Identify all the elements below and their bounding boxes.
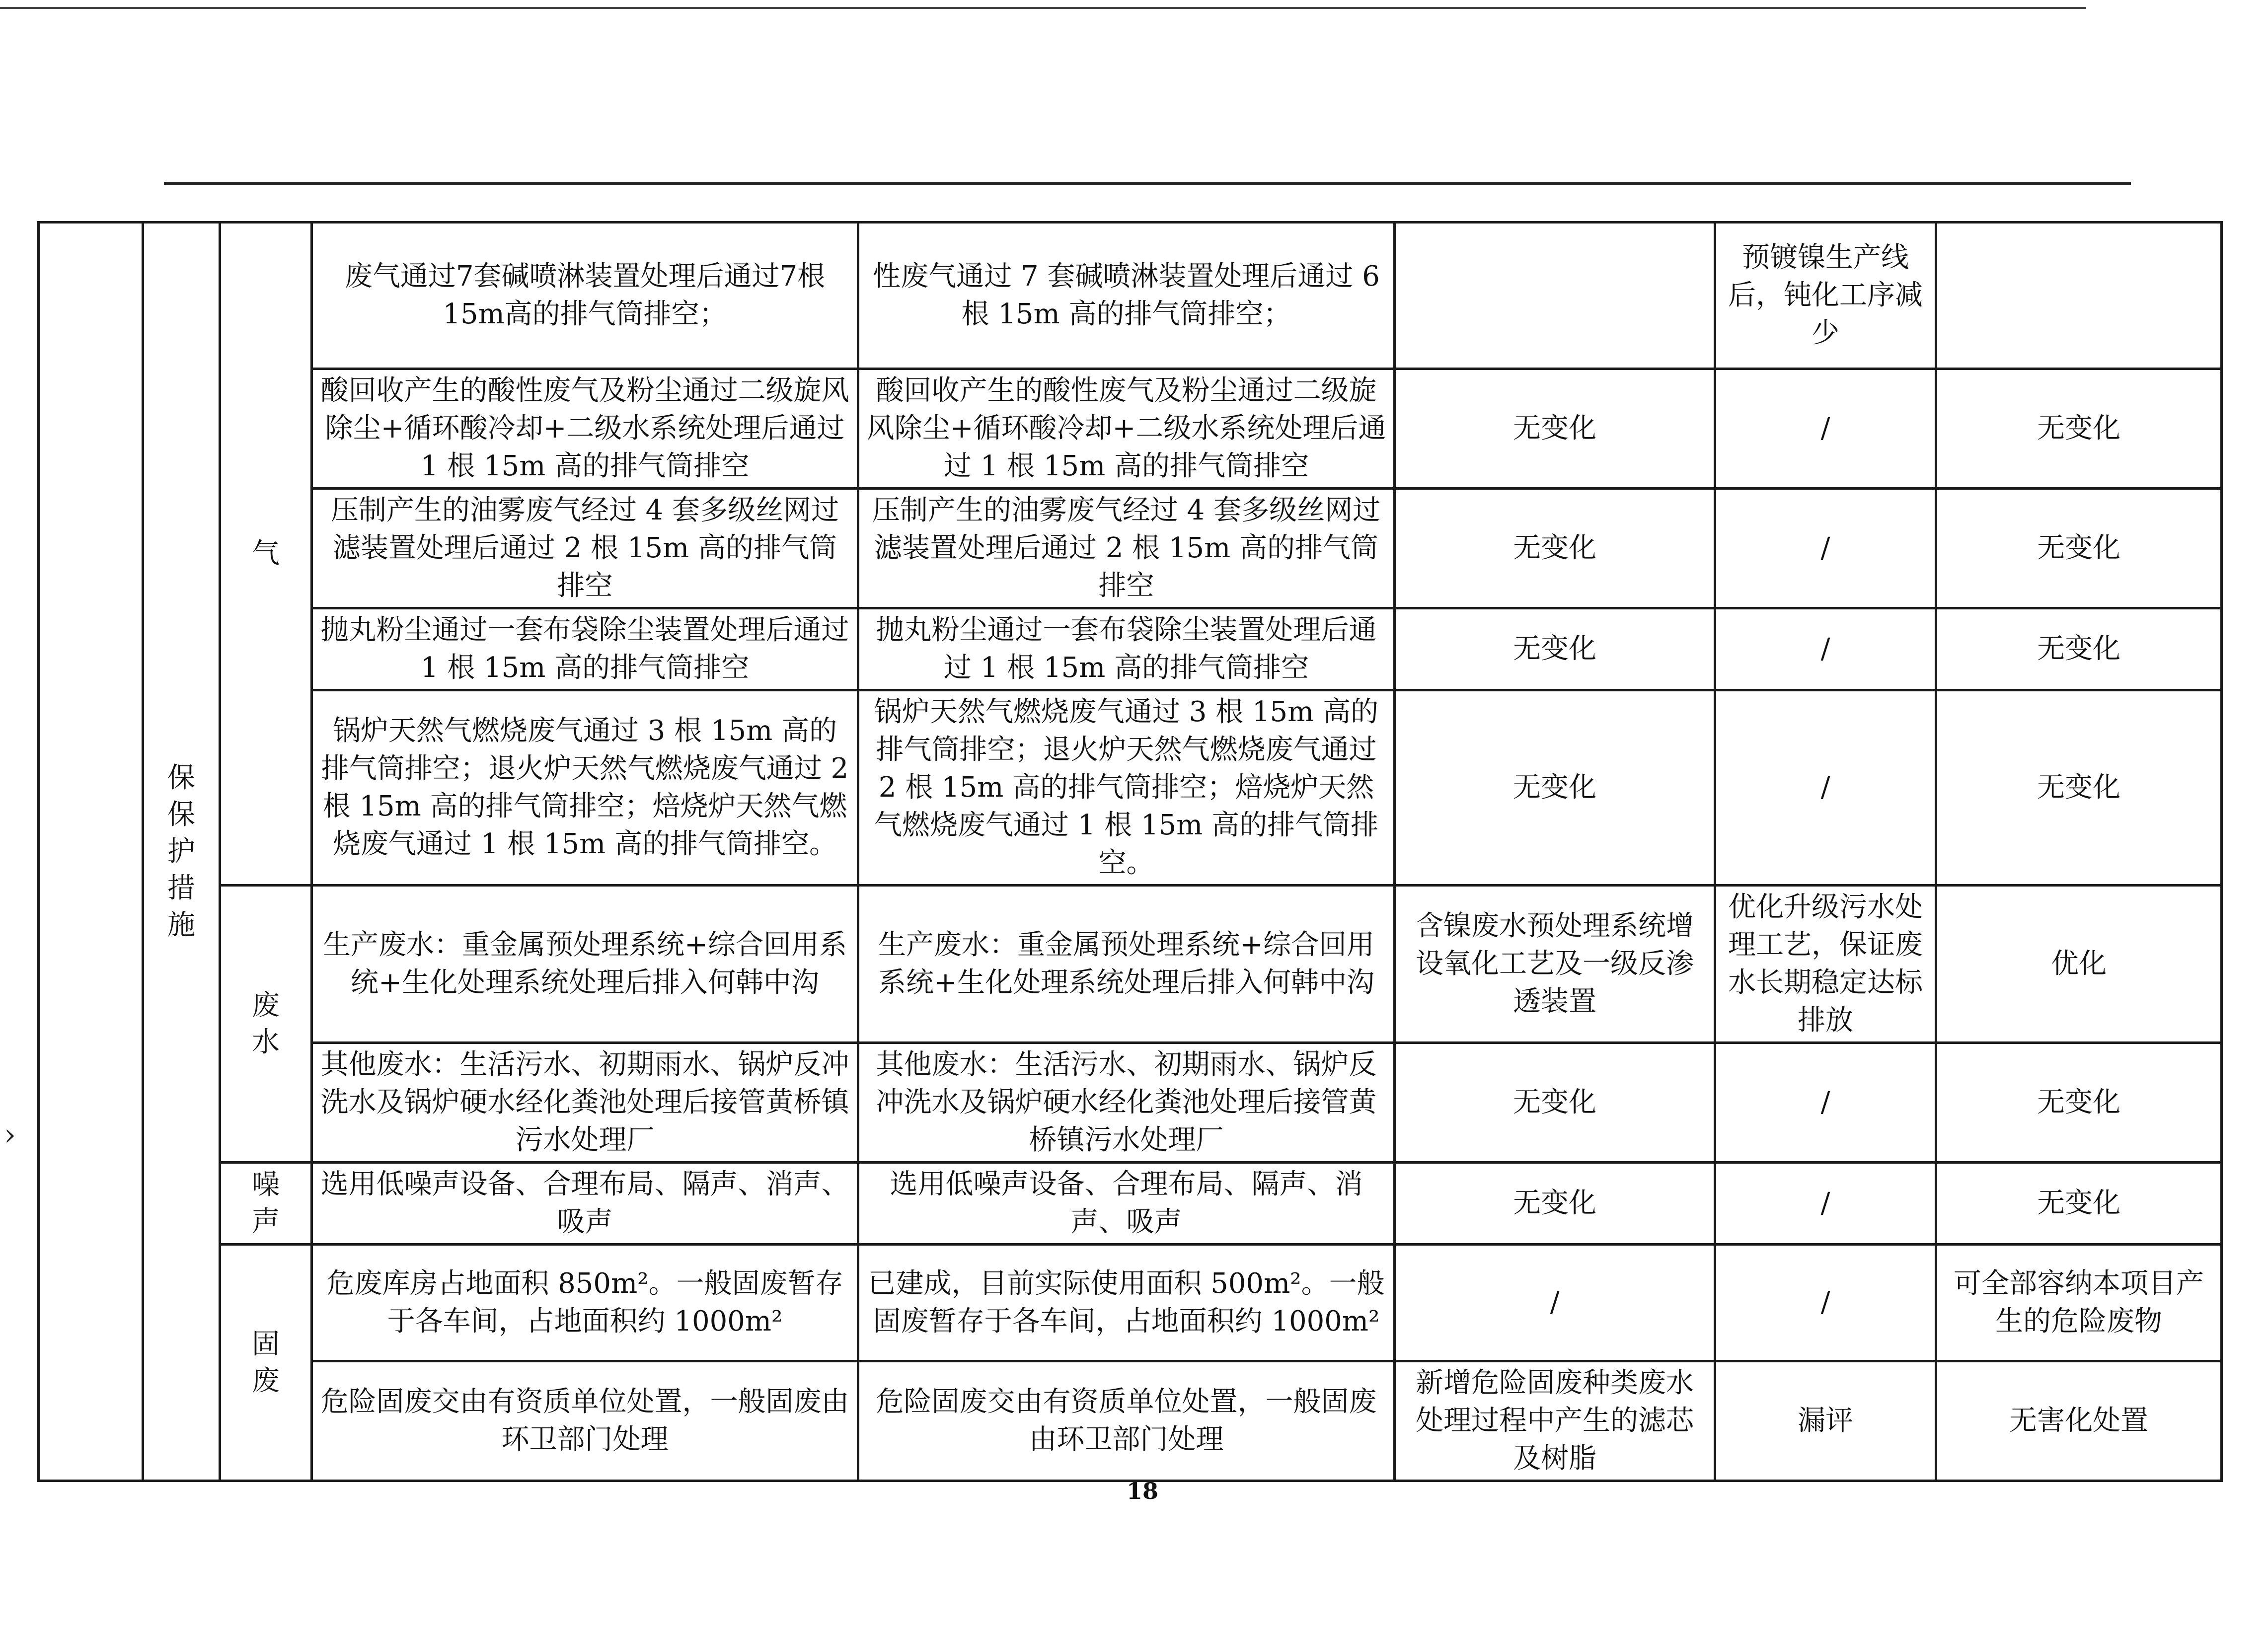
section-label: 保护措施 bbox=[167, 798, 195, 941]
cell-effect: 无变化 bbox=[1936, 1043, 2222, 1163]
table-row bbox=[39, 1245, 2222, 1361]
table-row bbox=[39, 886, 2222, 1043]
cell-reason: / bbox=[1715, 1043, 1936, 1163]
cell-reason: / bbox=[1715, 489, 1936, 608]
cell-change: 无变化 bbox=[1395, 369, 1715, 489]
cell-effect bbox=[1936, 223, 2222, 369]
table-row bbox=[39, 489, 2222, 608]
table-row bbox=[39, 690, 2222, 886]
cell-reason: / bbox=[1715, 608, 1936, 690]
cell-reason: 优化升级污水处理工艺，保证废水长期稳定达标排放 bbox=[1715, 886, 1936, 1043]
cell-change: 无变化 bbox=[1395, 608, 1715, 690]
cell-effect: 无变化 bbox=[1936, 1163, 2222, 1245]
cell-change: 无变化 bbox=[1395, 489, 1715, 608]
cell-original-measure: 压制产生的油雾废气经过 4 套多级丝网过滤装置处理后通过 2 根 15m 高的排气筒排空 bbox=[312, 489, 858, 608]
category-gas: 气 bbox=[220, 223, 312, 886]
category-noise: 噪声 bbox=[220, 1163, 312, 1245]
cell-change: / bbox=[1395, 1245, 1715, 1361]
cell-change: 新增危险固废种类废水处理过程中产生的滤芯及树脂 bbox=[1395, 1361, 1715, 1481]
cell-actual-measure: 酸回收产生的酸性废气及粉尘通过二级旋风除尘+循环酸冷却+二级水系统处理后通过 1 根 15m 高的排气筒排空 bbox=[858, 369, 1395, 489]
cell-original-measure: 生产废水：重金属预处理系统+综合回用系统+生化处理系统处理后排入何韩中沟 bbox=[312, 886, 858, 1043]
cell-actual-measure: 选用低噪声设备、合理布局、隔声、消声、吸声 bbox=[858, 1163, 1395, 1245]
cell-reason: 漏评 bbox=[1715, 1361, 1936, 1481]
cell-effect: 无变化 bbox=[1936, 690, 2222, 886]
cell-original-measure: 酸回收产生的酸性废气及粉尘通过二级旋风除尘+循环酸冷却+二级水系统处理后通过 1 根 15m 高的排气筒排空 bbox=[312, 369, 858, 489]
cell-actual-measure: 锅炉天然气燃烧废气通过 3 根 15m 高的排气筒排空；退火炉天然气燃烧废气通过 2 根 15m 高的排气筒排空；焙烧炉天然气燃烧废气通过 1 根 15m 高的排气筒排空。 bbox=[858, 690, 1395, 886]
cell-change: 无变化 bbox=[1395, 1043, 1715, 1163]
section-label-cell bbox=[143, 223, 220, 1481]
cell-effect: 无变化 bbox=[1936, 608, 2222, 690]
cell-change bbox=[1395, 223, 1715, 369]
cell-effect: 可全部容纳本项目产生的危险废物 bbox=[1936, 1245, 2222, 1361]
cell-actual-measure: 危险固废交由有资质单位处置，一般固废由环卫部门处理 bbox=[858, 1361, 1395, 1481]
cell-original-measure: 废气通过7套碱喷淋装置处理后通过7根15m高的排气筒排空； bbox=[312, 223, 858, 369]
blank-column-cell bbox=[39, 223, 143, 1481]
cell-reason: / bbox=[1715, 690, 1936, 886]
cell-original-measure: 其他废水：生活污水、初期雨水、锅炉反冲洗水及锅炉硬水经化粪池处理后接管黄桥镇污水处理厂 bbox=[312, 1043, 858, 1163]
cell-actual-measure: 生产废水：重金属预处理系统+综合回用系统+生化处理系统处理后排入何韩中沟 bbox=[858, 886, 1395, 1043]
cell-actual-measure: 抛丸粉尘通过一套布袋除尘装置处理后通过 1 根 15m 高的排气筒排空 bbox=[858, 608, 1395, 690]
cell-change: 无变化 bbox=[1395, 1163, 1715, 1245]
cell-effect: 无变化 bbox=[1936, 369, 2222, 489]
cell-actual-measure: 性废气通过 7 套碱喷淋装置处理后通过 6 根 15m 高的排气筒排空； bbox=[858, 223, 1395, 369]
cell-change: 无变化 bbox=[1395, 690, 1715, 886]
cell-effect: 优化 bbox=[1936, 886, 2222, 1043]
section-label-prefix: 保 bbox=[167, 761, 195, 794]
cell-reason: / bbox=[1715, 1163, 1936, 1245]
cell-reason: / bbox=[1715, 369, 1936, 489]
cell-reason: 预镀镍生产线后，钝化工序减少 bbox=[1715, 223, 1936, 369]
cell-actual-measure: 其他废水：生活污水、初期雨水、锅炉反冲洗水及锅炉硬水经化粪池处理后接管黄桥镇污水处理厂 bbox=[858, 1043, 1395, 1163]
category-wastewater: 废水 bbox=[220, 886, 312, 1163]
cell-reason: / bbox=[1715, 1245, 1936, 1361]
table-row bbox=[39, 223, 2222, 369]
cell-original-measure: 选用低噪声设备、合理布局、隔声、消声、吸声 bbox=[312, 1163, 858, 1245]
category-solid-waste: 固废 bbox=[220, 1245, 312, 1481]
table-row bbox=[39, 1043, 2222, 1163]
cell-original-measure: 危险固废交由有资质单位处置，一般固废由环卫部门处理 bbox=[312, 1361, 858, 1481]
header-rule bbox=[164, 182, 2131, 185]
table-row bbox=[39, 1361, 2222, 1481]
cell-original-measure: 锅炉天然气燃烧废气通过 3 根 15m 高的排气筒排空；退火炉天然气燃烧废气通过 2 根 15m 高的排气筒排空；焙烧炉天然气燃烧废气通过 1 根 15m 高的排气筒排空。 bbox=[312, 690, 858, 886]
environmental-protection-table bbox=[37, 221, 2223, 1482]
cell-effect: 无害化处置 bbox=[1936, 1361, 2222, 1481]
cell-actual-measure: 已建成，目前实际使用面积 500m²。一般固废暂存于各车间，占地面积约 1000m² bbox=[858, 1245, 1395, 1361]
margin-mark: › bbox=[4, 1117, 16, 1152]
cell-effect: 无变化 bbox=[1936, 489, 2222, 608]
cell-original-measure: 抛丸粉尘通过一套布袋除尘装置处理后通过 1 根 15m 高的排气筒排空 bbox=[312, 608, 858, 690]
table-row bbox=[39, 369, 2222, 489]
cell-actual-measure: 压制产生的油雾废气经过 4 套多级丝网过滤装置处理后通过 2 根 15m 高的排气筒排空 bbox=[858, 489, 1395, 608]
cell-change: 含镍废水预处理系统增设氧化工艺及一级反渗透装置 bbox=[1395, 886, 1715, 1043]
table-row bbox=[39, 608, 2222, 690]
cell-original-measure: 危废库房占地面积 850m²。一般固废暂存于各车间，占地面积约 1000m² bbox=[312, 1245, 858, 1361]
table-row bbox=[39, 1163, 2222, 1245]
top-rule bbox=[0, 7, 2086, 9]
page-number: 18 bbox=[1126, 1478, 1158, 1504]
